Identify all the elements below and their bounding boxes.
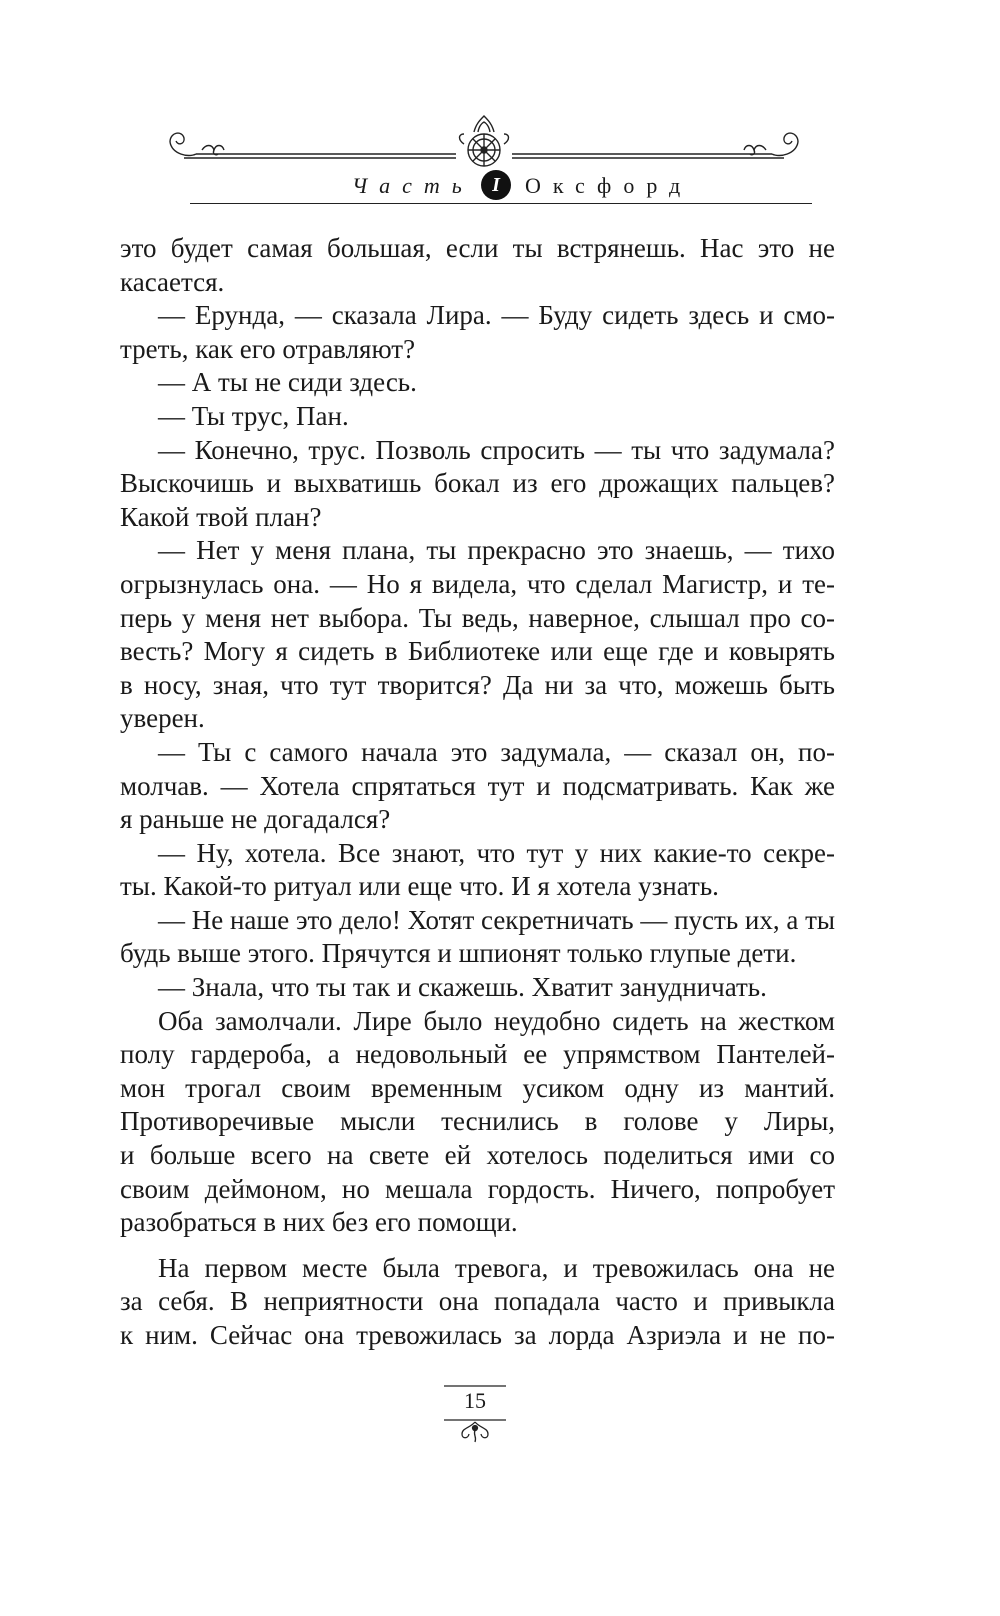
text-line: уверен. [120,703,205,734]
text-line: — Ты трус, Пан. [158,400,349,431]
running-head [190,170,810,210]
text-line: это будет самая большая, если ты встрянешь. Нас это не [120,233,835,263]
header-rule [190,203,812,204]
page-number: 15 [464,1388,486,1413]
text-line: Оба замолчали. Лире было неудобно сидеть на жестком [158,1005,835,1036]
text-line: молчав. — Хотела спрятаться тут и подсматривать. Как же [120,770,835,801]
text-line: ты. Какой-то ритуал или еще что. И я хотела узнать. [120,871,719,902]
text-line: в носу, зная, что тут творится? Да ни за что, можешь быть [120,669,835,700]
text-line: и больше всего на свете ей хотелось поделиться ими со [120,1140,835,1171]
text-line: — А ты не сиди здесь. [158,367,417,398]
part-number-badge: I [481,170,511,200]
text-line: На первом месте была тревога, и тревожилась она не [158,1252,835,1283]
text-line: — Ты с самого начала это задумала, — сказал он, по- [158,736,835,767]
paragraph-gap [120,1240,835,1252]
text-line: весть? Могу я сидеть в Библиотеке или еще где и ковырять [120,636,835,667]
text-line: — Ну, хотела. Все знают, что тут у них какие-то секре- [158,837,835,868]
text-line: к ним. Сейчас она тревожилась за лорда Азриэла и не по- [120,1320,835,1350]
text-line: я раньше не догадался? [120,804,391,835]
text-line: разобраться в них без его помощи. [120,1207,518,1238]
text-line: — Знала, что ты так и скажешь. Хватит занудничать. [158,972,767,1003]
text-line: за себя. В неприятности она попадала часто и привыкла [120,1286,835,1317]
text-line: мон трогал своим временным усиком одну из мантий. [120,1072,835,1103]
text-line: будь выше этого. Прячутся и шпионят только глупые дети. [120,938,797,969]
text-line: — Конечно, трус. Позволь спросить — ты что задумала? [158,434,835,465]
text-line: полу гардероба, а недовольный ее упрямством Пантелей- [120,1039,835,1070]
text-line: — Не наше это дело! Хотят секретничать — пусть их, а ты [158,904,836,935]
text-line: перь у меня нет выбора. Ты ведь, наверное, слышал про со- [120,602,835,633]
text-line: — Нет у меня плана, ты прекрасно это знаешь, — тихо [158,535,835,566]
section-title: Оксфорд [525,173,693,198]
text-line: огрызнулась она. — Но я видела, что сделал Магистр, и те- [120,568,835,599]
text-line: своим деймоном, но мешала гордость. Ничего, попробует [120,1173,835,1204]
text-line: Какой твой план? [120,501,322,532]
part-label: Часть [352,173,474,198]
text-line: Выскочишь и выхватишь бокал из его дрожащих пальцев? [120,468,835,499]
text-line: касается. [120,266,225,297]
text-line: — Ерунда, — сказала Лира. — Буду сидеть здесь и смо- [158,300,835,331]
text-line: треть, как его отравляют? [120,333,416,364]
page-body [120,232,835,1353]
text-line: Противоречивые мысли теснились в голове у Лиры, [120,1106,835,1137]
